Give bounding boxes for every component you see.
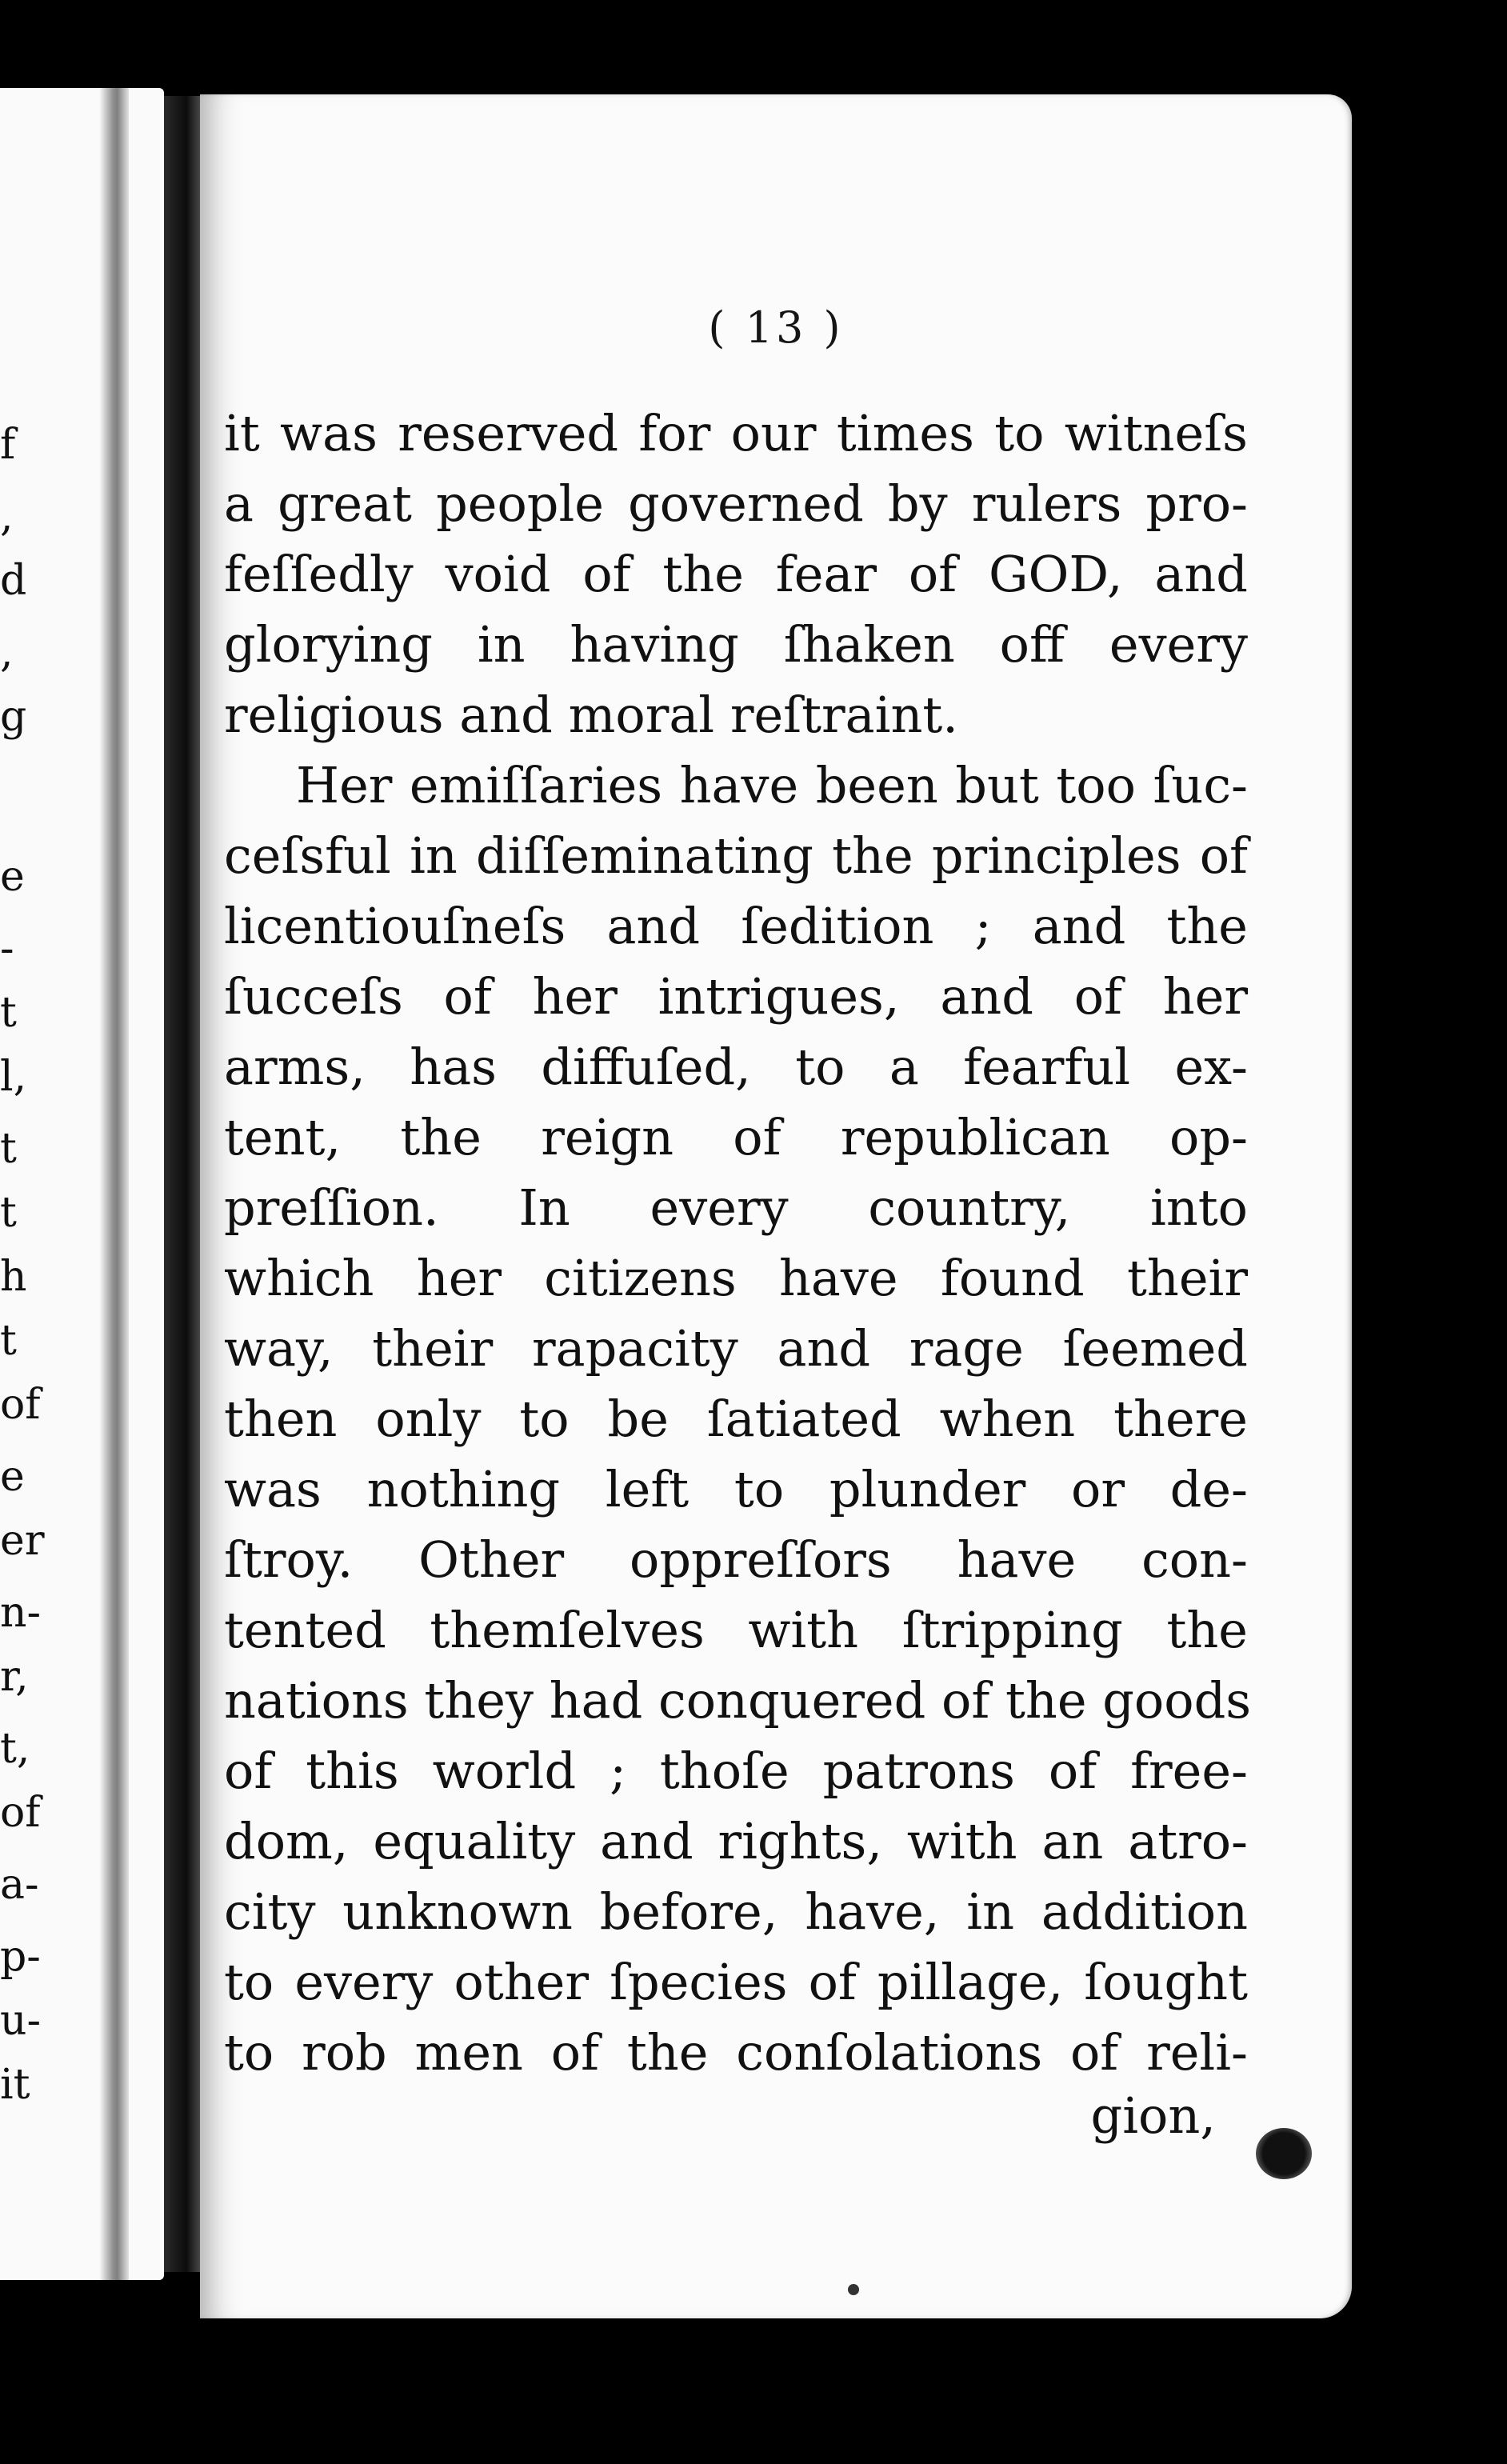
body-text [224, 398, 1252, 2088]
text-line: arms, has diffuſed, to a fearful ex- [224, 1038, 1248, 1096]
text-line: tent, the reign of republican op- [224, 1108, 1248, 1166]
facing-page-fragment: e [0, 853, 25, 901]
facing-page-fragment: t [0, 989, 17, 1037]
page-number: ( 13 ) [708, 302, 844, 353]
facing-page-fragment: h [0, 1253, 27, 1301]
facing-page-fragment: a- [0, 1861, 39, 1909]
facing-page-fragment: of [0, 1789, 41, 1837]
text-line: feſſedly void of the fear of GOD, and [224, 545, 1248, 603]
ink-blot-mark [1256, 2128, 1312, 2179]
text-line: was nothing left to plunder or de- [224, 1460, 1248, 1518]
page-13 [200, 94, 1352, 2318]
text-line: it was reserved for our times to witneſs [224, 404, 1248, 462]
facing-page-fragment: r, [0, 1653, 29, 1701]
text-line: which her citizens have found their [224, 1249, 1248, 1307]
text-line: city unknown before, have, in addition [224, 1882, 1248, 1941]
facing-page-fragment: n- [0, 1589, 42, 1637]
facing-page-fragment: f [0, 421, 16, 469]
facing-page-fragment: er [0, 1517, 45, 1565]
text-line: dom, equality and rights, with an atro- [224, 1812, 1248, 1870]
text-line: ſtroy. Other oppreſſors have con- [224, 1530, 1248, 1589]
facing-page-fragment: u- [0, 1997, 42, 2045]
facing-page-left [0, 88, 164, 2280]
facing-page-fragment: d [0, 557, 27, 605]
facing-page-fragment: , [0, 629, 14, 677]
text-line: ceſsful in diſſeminating the principles of [224, 826, 1248, 885]
facing-page-fragment: of [0, 1381, 41, 1429]
catchword: gion, [1090, 2086, 1216, 2145]
text-line: tented themſelves with ſtripping the [224, 1601, 1248, 1659]
text-line: then only to be ſatiated when there [224, 1390, 1248, 1448]
facing-page-fragment: t [0, 1189, 17, 1237]
facing-page-fragment: p- [0, 1933, 41, 1981]
facing-page-fragment: - [0, 925, 14, 973]
facing-page-fragment: g [0, 693, 27, 741]
text-line: to every other ſpecies of pillage, ſought [224, 1953, 1248, 2011]
text-line: nations they had conquered of the goods [224, 1671, 1252, 1730]
text-line: religious and moral reſtraint. [224, 686, 959, 744]
facing-page-fragment: t [0, 1317, 17, 1365]
paragraph-start-line: Her emiſſaries have been but too ſuc- [296, 756, 1248, 814]
facing-page-fragment: , [0, 493, 14, 541]
text-line: ſucceſs of her intrigues, and of her [224, 967, 1248, 1026]
left-page-gutter-shadow [100, 88, 129, 2280]
text-line: licentiouſneſs and ſedition ; and the [224, 897, 1248, 955]
facing-page-fragment: t [0, 1125, 17, 1173]
facing-page-fragment: e [0, 1453, 25, 1501]
text-line: of this world ; thoſe patrons of free- [224, 1742, 1248, 1800]
text-line: glorying in having ſhaken off every [224, 615, 1248, 674]
text-line: to rob men of the conſolations of reli- [224, 2023, 1248, 2082]
ink-speck-mark [848, 2284, 859, 2295]
text-line: preſſion. In every country, into [224, 1178, 1248, 1237]
facing-page-fragment: it [0, 2061, 30, 2109]
facing-page-fragment: l, [0, 1053, 27, 1101]
text-line: a great people governed by rulers pro- [224, 474, 1248, 533]
text-line: way, their rapacity and rage ſeemed [224, 1319, 1248, 1378]
facing-page-fragment: t, [0, 1725, 30, 1773]
